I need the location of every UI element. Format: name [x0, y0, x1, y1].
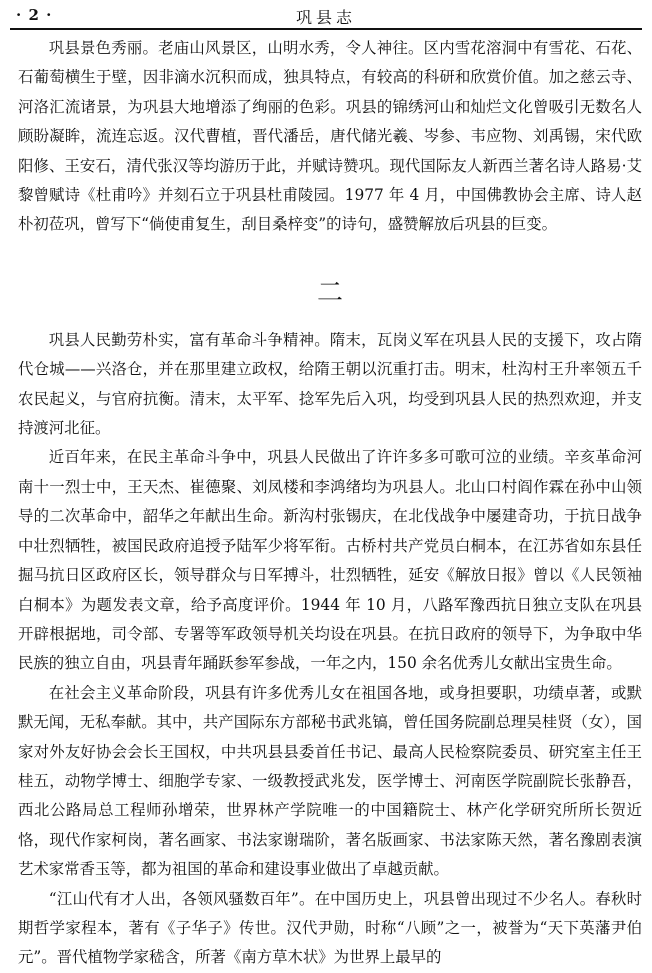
paragraph: 在社会主义革命阶段，巩县有许多优秀儿女在祖国各地，或身担要职，功绩卓著，或默默无闻，无私奉献。其中，共产国际东方部秘书武兆镐，曾任国务院副总理吴桂贤（女），国家对外友好协会会长王国权，中共巩县县委首任书记、最高人民检察院委员、研究室主任王桂五，动物学博士、细胞学专家、一级教授武兆发，医学博士、河南医学院副院长张静吾，西北公路局总工程师孙增荣，世界林产学院唯一的中国籍院士、林产化学研究所所长贺近恪，现代作家柯岗，著名画家、书法家谢瑞阶，著名版画家、书法家陈天然，著名豫剧表演艺术家常香玉等，都为祖国的革命和建设事业做出了卓越贡献。: [18, 683, 642, 879]
paragraph: 巩县景色秀丽。老庙山风景区，山明水秀，令人神往。区内雪花溶洞中有雪花、石花、石葡萄横生于壁，因非滴水沉积而成，独具特点，有较高的科研和欣赏价值。加之慈云寺、河洛汇流诸景，为巩县大地增添了绚丽的色彩。巩县的锦绣河山和灿烂文化曾吸引无数名人顾盼凝眸，流连忘返。汉代曹植，晋代潘岳，唐代储光羲、岑参、韦应物、刘禹锡，宋代欧阳修、王安石，清代张汉等均游历于此，并赋诗赞巩。现代国际友人新西兰著名诗人路易·艾黎曾赋诗《杜甫吟》并刻石立于巩县杜甫陵园。1977 年 4 月，中国佛教协会主席、诗人赵朴初莅巩，曾写下“倘使甫复生，刮目桑梓变”的诗句，盛赞解放后巩县的巨变。: [18, 39, 642, 234]
page-header: [10, 4, 642, 26]
page-number: · 2 ·: [16, 6, 53, 24]
paragraph: 近百年来，在民主革命斗争中，巩县人民做出了许许多多可歌可泣的业绩。辛亥革命河南十一烈士中，王天杰、崔德聚、刘凤楼和李鸿绪均为巩县人。北山口村阎作霖在孙中山领导的二次革命中，韶华之年献出生命。新沟村张锡庆，在北伐战争中屡建奇功，于抗日战争中壮烈牺牲，被国民政府追授予陆军少将军衔。古桥村共产党员白桐本，在江苏省如东县任掘马抗日区政府区长，领导群众与日军搏斗，壮烈牺牲，延安《解放日报》曾以《人民领袖白桐本》为题发表文章，给予高度评价。1944 年 10 月，八路军豫西抗日独立支队在巩县开辟根据地，司令部、专署等军政领导机关均设在巩县。在抗日政府的领导下，为争取中华民族的独立自由，巩县青年踊跃参军参战，一年之内，150 余名优秀儿女献出宝贵生命。: [18, 448, 642, 673]
paragraph: 巩县人民勤劳朴实，富有革命斗争精神。隋末，瓦岗义军在巩县人民的支援下，攻占隋代仓城——兴洛仓，并在那里建立政权，给隋王朝以沉重打击。明末，杜沟村王升率领五千农民起义，与官府抗衡。清末，太平军、捻军先后入巩，均受到巩县人民的热烈欢迎，并支持渡河北征。: [18, 330, 642, 438]
body-text: [18, 34, 642, 973]
header-divider: [10, 28, 642, 30]
paragraph: “江山代有才人出，各领风骚数百年”。在中国历史上，巩县曾出现过不少名人。春秋时期哲学家程本，著有《子华子》传世。汉代尹勋，时称“八顾”之一，被誉为“天下英藩尹伯元”。晋代植物学家嵇含，所著《南方草木状》为世界上最早的: [18, 889, 642, 967]
page-title: 巩县志: [295, 8, 356, 27]
section-number: 二: [316, 277, 343, 308]
